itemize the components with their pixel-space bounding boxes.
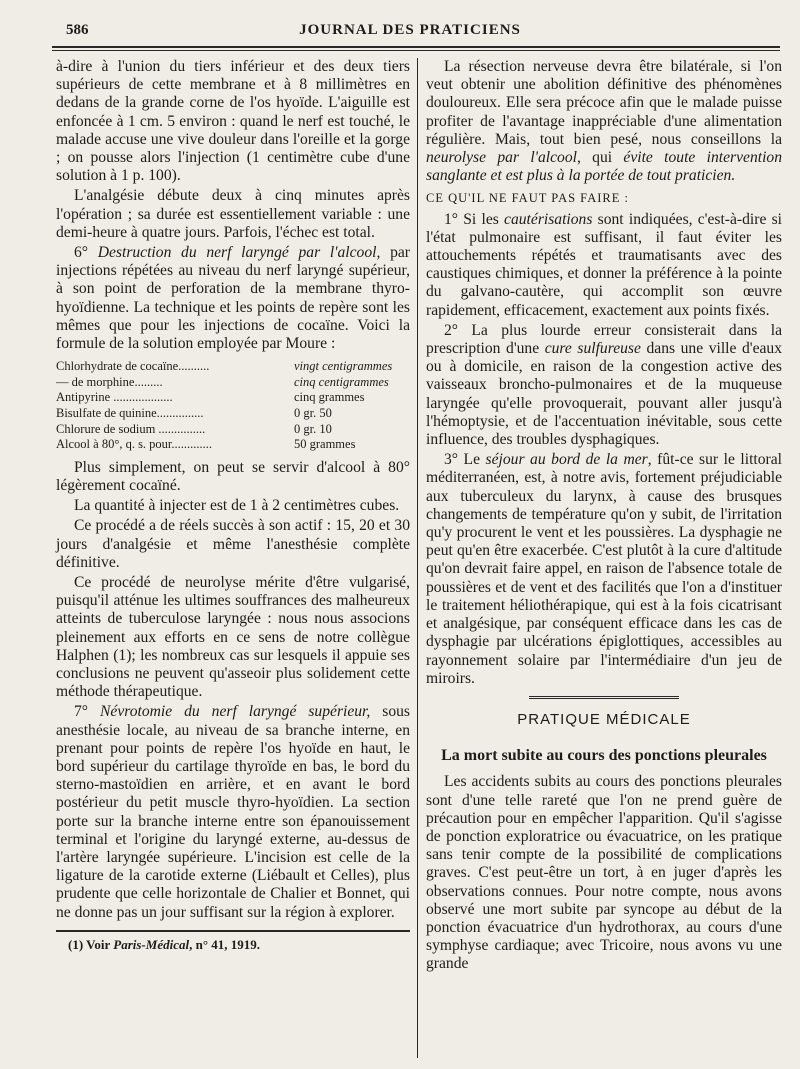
left-paragraph-8 <box>56 703 410 921</box>
item-body: par injections répétées au niveau du nerf laryngé supérieur, à son point de perforation de la membrane thyro-hyoïdienne. La technique et les points de repère sont les mêmes que pour les injections de cocaïne. Voici la formule de la solution employée par Moure : <box>56 244 410 353</box>
formula-amount: cinq centigrammes <box>294 374 389 389</box>
item-number: 6° <box>74 244 98 262</box>
formula-ingredient: Alcool à 80°, q. s. pour............. <box>56 437 213 452</box>
paragraph-text: 1° Si les <box>444 210 505 228</box>
right-column <box>426 58 782 974</box>
emphasis-text: cure sulfureuse <box>544 340 641 358</box>
page-number: 586 <box>66 22 89 38</box>
formula-amount: cinq grammes <box>294 390 365 405</box>
formula-row <box>56 422 410 438</box>
emphasis-text: cautérisations <box>504 210 593 228</box>
formula-row <box>56 406 410 422</box>
article-title: La mort subite au cours des ponctions pleurales <box>441 747 767 765</box>
formula-ingredient: Antipyrine ................... <box>56 390 173 405</box>
paragraph-text: dans une ville d'eaux ou à domicile, en raison de la congestion active des vaisseaux broncho-pulmonaires et de la muqueuse laryngée qu'elle provoquerait, pouvant aller jusqu'à l'hémoptysie, et de l'accentuation inévitable, sous cette influence, des troubles dysphagiques. <box>426 340 783 449</box>
paragraph-text: , fût-ce sur le littoral méditerranéen, est, à notre avis, fortement préjudiciable aux tuberculeux du larynx, à cause des brusques changements de température qu'on y subit, de l'irritation qu'y procurent le vent et les poussières. La dysphagie ne peut qu'en être exacerbée. C'est plutôt à la cure d'altitude qu'on devrait faire appel, en raison de l'absence totale de poussières et de vent et des facilités que l'on a d'instituer le traitement héliothérapique, qui est à la fois cicatrisant et analgésique, par conséquent efficace dans les cas de dysphagie par ulcérations épiglottiques, accessibles au rayonnement solaire par l'intermédiaire d'un jeu de miroirs. <box>426 451 782 687</box>
formula-table <box>56 359 410 453</box>
right-paragraph-1 <box>426 58 782 185</box>
left-column <box>56 58 410 954</box>
formula-amount: 0 gr. 10 <box>294 421 332 436</box>
running-title: JOURNAL DES PRATICIENS <box>299 22 521 38</box>
item-title: Destruction du nerf laryngé par l'alcool, <box>97 244 381 262</box>
item-title: Névrotomie du nerf laryngé supérieur, <box>100 703 371 721</box>
formula-row <box>56 375 410 391</box>
section-title: PRATIQUE MÉDICALE <box>517 710 691 728</box>
paragraph-text: La résection nerveuse devra être bilatérale, si l'on veut obtenir une abolition définitive des phénomènes douloureux. Elle sera précoce afin que le malade puisse profiter de l'avantage inappréciable d'une alimentation régulière. Mais, tout bien pesé, nous conseillons la <box>426 58 782 148</box>
subheading: CE QU'IL NE FAUT PAS FAIRE : <box>426 191 629 206</box>
left-paragraph-4: Plus simplement, on peut se servir d'alcool à 80° légèrement cocaïné. <box>56 458 410 495</box>
paragraph-text: 2° La plus lourde erreur consisterait dans la prescription d'une <box>426 321 782 358</box>
page-header <box>40 22 780 46</box>
right-paragraph-2 <box>426 211 782 320</box>
paragraph-text: , qui <box>576 149 624 167</box>
footnote-text: (1) Voir <box>68 936 114 952</box>
paragraph-text: sont indiquées, c'est-à-dire si l'état pulmonaire est suffisant, il faut éviter les attouchements répétés et traumatisants avec des caustiques chimiques, et donner la préférence à la pointe du galvano-cautère, qui accomplit son œuvre rapidement, efficacement, exactement aux points fixés. <box>426 210 782 319</box>
formula-ingredient: Chlorure de sodium ............... <box>56 421 206 436</box>
header-rule <box>52 46 780 51</box>
formula-row <box>56 359 410 375</box>
formula-ingredient: Chlorhydrate de cocaïne.......... <box>56 359 210 374</box>
formula-ingredient: — de morphine......... <box>56 374 163 389</box>
left-paragraph-6: Ce procédé a de réels succès à son actif : 15, 20 et 30 jours d'analgésie et même l'anesthésie complète définitive. <box>56 517 410 571</box>
right-paragraph-3 <box>426 322 782 449</box>
right-paragraph-5: Les accidents subits au cours des ponctions pleurales sont d'une telle rareté que l'on ne prend guère de précaution pour en empêcher l'apparition. Qu'il s'agisse de ponction exploratrice ou évacuatrice, on les pratique sans tenir compte de la possibilité de complications graves. C'est peut-être un tort, à en juger d'après les observations connues. Pour notre compte, nous avons observé une mort subite par syncope au début de la ponction évacuatrice d'un hydrothorax, au cours d'une symphyse cardiaque; avec Tricoire, nous avons vu une grande <box>426 773 782 973</box>
item-body: sous anesthésie locale, au niveau de sa branche interne, en prenant pour points de repère l'os hyoïde en haut, le bord supérieur du cartilage thyroïde en bas, le bord du sterno-mastoïdien en arrière, et en avant le bord postérieur du petit muscle thyro-hyoïdien. La section porte sur la branche interne entre son épanouissement terminal et l'origine du laryngé externe, au-dessus de l'artère laryngée supérieure. L'incision est celle de la ligature de la carotide externe (Liébault et Celles), plus prudente que celle horizontale de Chalier et Bonnet, qui ne donne pas un jour suffisant sur la région à explorer. <box>56 703 410 921</box>
left-paragraph-7: Ce procédé de neurolyse mérite d'être vulgarisé, puisqu'il atténue les ultimes souffrances des malheureux atteints de tuberculose laryngée : nous nous associons pleinement aux efforts en ce sens de notre collègue Halphen (1); les nombreux cas sur lesquels il appuie ses conclusions ne peuvent qu'asseoir plus solidement cette méthode thérapeutique. <box>56 574 410 701</box>
emphasis-text: séjour au bord de la mer <box>485 451 648 469</box>
left-paragraph-1: à-dire à l'union du tiers inférieur et des deux tiers supérieurs de cette membrane et à 8 millimètres en dedans de la grande corne de l'os hyoïde. L'aiguille est enfoncée à 1 cm. 5 environ : quand le nerf est touché, le malade accuse une vive douleur dans l'oreille et la gorge ; on pousse alors l'injection (1 centimètre cube d'une solution à 1 p. 100). <box>56 58 410 185</box>
footnote-rule <box>56 930 410 932</box>
column-divider <box>417 58 418 1058</box>
emphasis-text: évite toute intervention sanglante et est plus à la portée de tout praticien. <box>426 149 782 185</box>
right-paragraph-4 <box>426 451 782 688</box>
paragraph-text: 3° Le <box>444 451 486 469</box>
left-paragraph-2: L'analgésie débute deux à cinq minutes après l'opération ; sa durée est essentiellement variable : une demi-heure à quatre jours. Parfois, l'échec est total. <box>56 187 410 241</box>
left-paragraph-5: La quantité à injecter est de 1 à 2 centimètres cubes. <box>74 497 400 515</box>
left-paragraph-3 <box>56 244 410 353</box>
formula-amount: 0 gr. 50 <box>294 406 332 421</box>
item-number: 7° <box>74 703 100 721</box>
formula-amount: 50 grammes <box>294 437 356 452</box>
formula-amount: vingt centigrammes <box>294 359 393 374</box>
formula-row <box>56 437 410 453</box>
section-rule <box>529 696 679 699</box>
footnote <box>56 936 410 954</box>
formula-ingredient: Bisulfate de quinine............... <box>56 406 204 421</box>
emphasis-text: neurolyse par l'alcool <box>426 149 577 167</box>
footnote-journal: Paris-Médical <box>113 936 190 952</box>
footnote-reference: , n° 41, 1919. <box>189 936 261 952</box>
formula-row <box>56 390 410 406</box>
